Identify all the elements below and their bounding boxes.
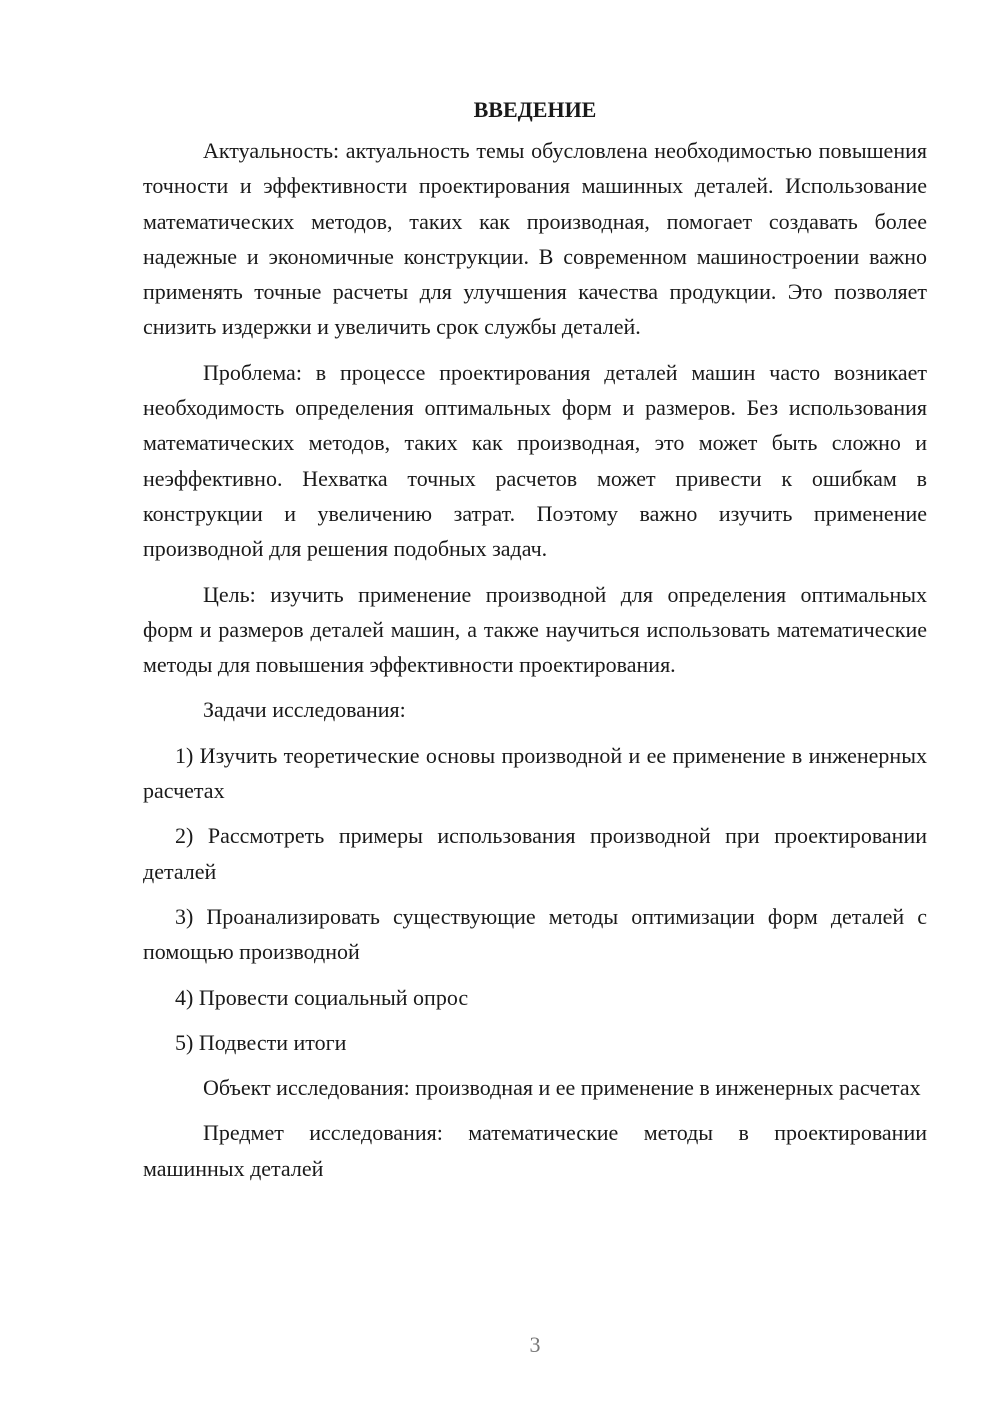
subject-paragraph: Предмет исследования: математические методы в проектировании машинных деталей (143, 1120, 927, 1181)
tasks-heading: Задачи исследования: (203, 697, 406, 723)
task-item-3: 3) Проанализировать существующие методы оптимизации форм деталей с помощью производной (143, 903, 927, 965)
task-item-2: 2) Рассмотреть примеры использования производной при проектировании деталей (143, 823, 927, 884)
task-item-4: 4) Провести социальный опрос (175, 984, 469, 1010)
page-title: ВВЕДЕНИЕ (473, 97, 597, 122)
page-number: 3 (529, 1332, 541, 1357)
task-item-1: 1) Изучить теоретические основы производной и ее применение в инженерных расчетах (143, 742, 927, 804)
object-paragraph: Объект исследования: производная и ее применение в инженерных расчетах (203, 1075, 921, 1101)
goal-paragraph: Цель: изучить применение производной для определения оптимальных форм и размеров деталей машин, а также научиться использовать математические методы для повышения эффективности проектирования. (143, 581, 927, 678)
relevance-paragraph: Актуальность: актуальность темы обусловлена необходимостью повышения точности и эффективности проектирования машинных деталей. Использование математических методов, таких как производная, помогает создавать более надежные и экономичные конструкции. В современном машиностроении важно применять точные расчеты для улучшения качества продукции. Это позволяет снизить издержки и увеличить срок службы деталей. (143, 138, 927, 340)
page-content (143, 91, 927, 1196)
problem-paragraph: Проблема: в процессе проектирования деталей машин часто возникает необходимость определения оптимальных форм и размеров. Без использования математических методов, таких как производная, это может быть сложно и неэффективно. Нехватка точных расчетов может привести к ошибкам в конструкции и увеличению затрат. Поэтому важно изучить применение производной для решения подобных задач. (143, 359, 927, 562)
task-item-5: 5) Подвести итоги (175, 1029, 347, 1055)
